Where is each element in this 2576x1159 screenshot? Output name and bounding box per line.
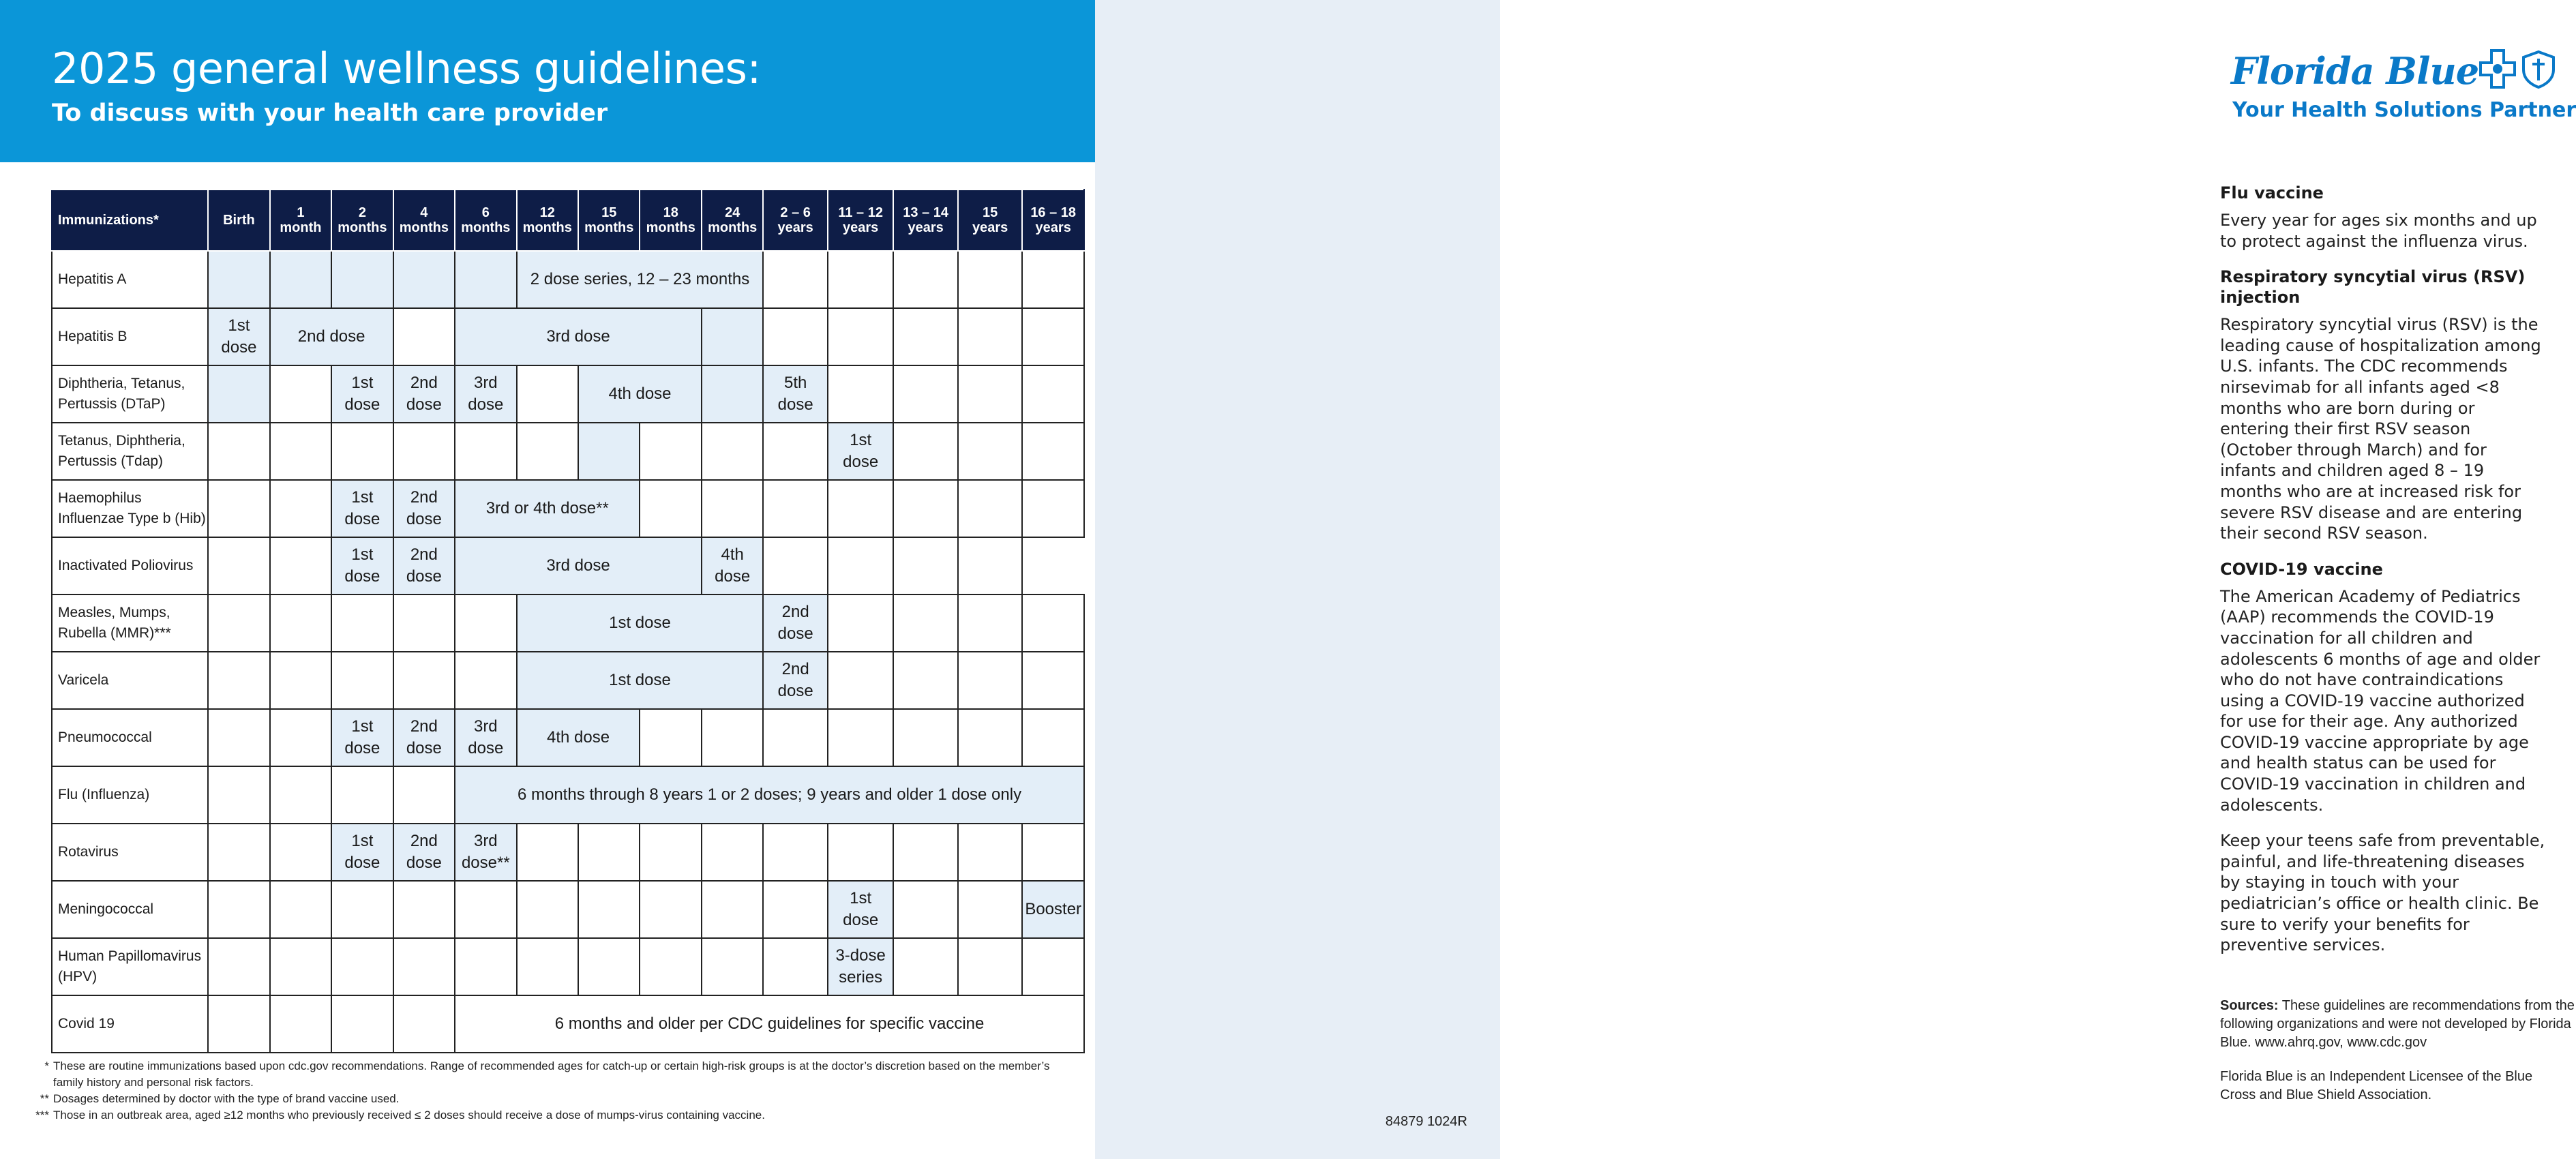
empty-cell <box>828 480 894 537</box>
schedule-cell <box>455 995 1084 1053</box>
empty-cell <box>578 881 640 938</box>
footnotes <box>25 1058 1075 1124</box>
vaccine-name-label: Covid 19 <box>58 1016 115 1032</box>
dose-label: 2nd dose <box>406 717 442 757</box>
footnote <box>25 1091 1075 1107</box>
empty-cell <box>517 365 578 423</box>
empty-cell <box>270 251 331 308</box>
empty-cell <box>763 824 827 881</box>
empty-cell <box>893 594 957 652</box>
empty-cell <box>270 995 331 1053</box>
schedule-cell <box>578 365 702 423</box>
empty-cell <box>828 824 894 881</box>
empty-cell <box>1022 938 1084 995</box>
brand-tagline: Your Health Solutions Partner <box>2232 98 2576 122</box>
empty-cell <box>208 766 269 824</box>
document-code: 84879 1024R <box>1385 1114 1467 1129</box>
vaccine-name-label: Human Papillomavirus (HPV) <box>58 948 202 984</box>
empty-cell <box>455 251 516 308</box>
empty-cell <box>640 881 701 938</box>
covid-text: The American Academy of Pediatrics (AAP) recommends the COVID-19 vaccination for all children and adolescents 6 months of age and older who do not have contraindications using a COVID-19 vaccine authorized for use for their age. Any authorized COVID-19 vaccine appropriate by age and health status can be used for COVID-19 vaccination in children and adolescents. <box>2220 586 2541 815</box>
sources-label: Sources: <box>2220 998 2279 1013</box>
empty-cell <box>455 881 516 938</box>
column-header-label: 16 – 18 years <box>1030 205 1077 235</box>
empty-cell <box>958 824 1022 881</box>
column-header-age <box>1022 190 1084 251</box>
sidebar <box>1095 0 2576 1159</box>
empty-cell <box>1022 652 1084 709</box>
dose-label: 1st dose <box>609 671 671 689</box>
dose-label: 3rd or 4th dose** <box>485 499 609 517</box>
dose-label: 3rd dose** <box>461 832 510 872</box>
column-header-label: 15 years <box>972 205 1008 235</box>
dose-label: 2nd dose <box>406 488 442 528</box>
empty-cell <box>1022 480 1084 537</box>
empty-cell <box>640 824 701 881</box>
empty-cell <box>702 881 763 938</box>
empty-cell <box>208 251 269 308</box>
vaccine-name-label: Pneumococcal <box>58 729 152 745</box>
empty-cell <box>893 824 957 881</box>
empty-cell <box>828 308 894 365</box>
schedule-cell <box>763 594 827 652</box>
vaccine-name-label: Tetanus, Diphtheria, Pertussis (Tdap) <box>58 433 185 469</box>
sources-note <box>2220 997 2575 1052</box>
schedule-cell <box>393 365 455 423</box>
schedule-cell <box>331 537 393 594</box>
empty-cell <box>1022 709 1084 766</box>
dose-label: 3rd dose <box>468 374 504 414</box>
table-body <box>52 251 1084 1053</box>
footnote-text: Dosages determined by doctor with the type of brand vaccine used. <box>53 1092 400 1105</box>
vaccine-name <box>52 365 208 423</box>
empty-cell <box>828 709 894 766</box>
empty-cell <box>455 938 516 995</box>
schedule-cell <box>828 423 894 480</box>
empty-cell <box>702 824 763 881</box>
empty-cell <box>270 881 331 938</box>
table-row <box>52 709 1084 766</box>
empty-cell <box>393 766 455 824</box>
schedule-cell <box>455 480 640 537</box>
empty-cell <box>893 365 957 423</box>
schedule-cell <box>1022 881 1084 938</box>
schedule-cell <box>763 652 827 709</box>
dose-label: 4th dose <box>608 385 672 403</box>
empty-cell <box>958 881 1022 938</box>
empty-cell <box>763 480 827 537</box>
empty-cell <box>331 995 393 1053</box>
schedule-cell <box>828 881 894 938</box>
schedule-cell <box>763 365 827 423</box>
empty-cell <box>763 537 827 594</box>
empty-cell <box>958 709 1022 766</box>
dose-label: 2nd dose <box>297 327 365 346</box>
footnote-text: Those in an outbreak area, aged ≥12 months who previously received ≤ 2 doses should receive a dose of mumps-virus containing vaccine. <box>53 1109 765 1122</box>
teens-text: Keep your teens safe from preventable, painful, and life-threatening diseases by staying in touch with your pediatrician’s office or health clinic. Be sure to verify your benefits for preventive services. <box>2220 831 2545 955</box>
schedule-cell <box>331 480 393 537</box>
empty-cell <box>828 652 894 709</box>
empty-cell <box>958 938 1022 995</box>
schedule-cell <box>702 537 763 594</box>
empty-cell <box>763 251 827 308</box>
vaccine-name <box>52 938 208 995</box>
table-row <box>52 652 1084 709</box>
dose-label: 1st dose <box>344 832 380 872</box>
empty-cell <box>331 652 393 709</box>
schedule-cell <box>455 766 1084 824</box>
column-header-age <box>958 190 1022 251</box>
column-header-age <box>702 190 763 251</box>
empty-cell <box>893 251 957 308</box>
schedule-cell <box>393 709 455 766</box>
footnote <box>25 1058 1075 1091</box>
empty-cell <box>1022 308 1084 365</box>
empty-cell <box>893 423 957 480</box>
table-row <box>52 824 1084 881</box>
table-row <box>52 995 1084 1053</box>
empty-cell <box>270 365 331 423</box>
schedule-cell <box>455 824 516 881</box>
empty-cell <box>640 423 701 480</box>
column-header-age <box>517 190 578 251</box>
column-header-age <box>455 190 516 251</box>
dose-label: 1st dose <box>344 717 380 757</box>
empty-cell <box>331 594 393 652</box>
rsv-heading: Respiratory syncytial virus (RSV) injection <box>2220 267 2526 307</box>
column-header-label: 2 months <box>338 205 387 235</box>
empty-cell <box>702 938 763 995</box>
vaccine-name-label: Hepatitis A <box>58 271 127 287</box>
column-header-age <box>640 190 701 251</box>
empty-cell <box>763 938 827 995</box>
vaccine-name <box>52 251 208 308</box>
empty-cell <box>393 308 455 365</box>
dose-label: 2nd dose <box>406 832 442 872</box>
empty-cell <box>828 594 894 652</box>
empty-cell <box>958 365 1022 423</box>
empty-cell <box>893 709 957 766</box>
column-header-age <box>578 190 640 251</box>
schedule-cell <box>517 594 764 652</box>
empty-cell <box>1022 594 1084 652</box>
schedule-cell <box>393 480 455 537</box>
blue-cross-icon <box>2479 49 2516 89</box>
page-subtitle: To discuss with your health care provider <box>52 100 608 127</box>
vaccine-name <box>52 537 208 594</box>
empty-cell <box>578 824 640 881</box>
schedule-cell <box>208 308 269 365</box>
empty-cell <box>1022 365 1084 423</box>
empty-cell <box>1022 824 1084 881</box>
column-header-age <box>393 190 455 251</box>
schedule-cell <box>828 938 894 995</box>
empty-cell <box>763 423 827 480</box>
schedule-cell <box>270 308 393 365</box>
vaccine-name-label: Hepatitis B <box>58 329 128 344</box>
vaccine-name-label: Inactivated Poliovirus <box>58 558 194 573</box>
column-header-label: 6 months <box>461 205 511 235</box>
empty-cell <box>270 480 331 537</box>
empty-cell <box>208 881 269 938</box>
dose-label: 1st dose <box>221 316 257 357</box>
schedule-cell <box>455 308 702 365</box>
empty-cell <box>393 881 455 938</box>
rsv-text: Respiratory syncytial virus (RSV) is the leading cause of hospitalization among U.S. infants. The CDC recommends nirsevimab for all infants aged <8 months who are born during or entering their first RSV season (October through March) and for infants and children aged 8 – 19 months who are at increased risk for severe RSV disease and are entering their second RSV season. <box>2220 315 2541 543</box>
empty-cell <box>270 938 331 995</box>
empty-cell <box>208 995 269 1053</box>
empty-cell <box>517 938 578 995</box>
empty-cell <box>393 423 455 480</box>
column-header-immunizations <box>52 190 208 251</box>
vaccine-name <box>52 766 208 824</box>
vaccine-name <box>52 824 208 881</box>
empty-cell <box>208 938 269 995</box>
empty-cell <box>640 938 701 995</box>
footnote <box>25 1107 1075 1124</box>
brand-name: Florida Blue <box>2231 49 2479 93</box>
empty-cell <box>958 537 1022 594</box>
sources-text: These guidelines are recommendations from the following organizations and were not developed by Florida Blue. www.ahrq.gov, www.cdc.gov <box>2220 998 2575 1050</box>
empty-cell <box>270 594 331 652</box>
column-header-label: Immunizations* <box>58 213 159 228</box>
dose-label: 2nd dose <box>406 374 442 414</box>
schedule-cell <box>393 537 455 594</box>
dose-label: 1st dose <box>344 488 380 528</box>
column-header-age <box>270 190 331 251</box>
dose-label: 1st dose <box>344 374 380 414</box>
schedule-cell <box>331 709 393 766</box>
sidebar-content <box>2220 183 2547 971</box>
empty-cell <box>702 480 763 537</box>
flu-heading: Flu vaccine <box>2220 183 2324 202</box>
empty-cell <box>393 251 455 308</box>
empty-cell <box>208 537 269 594</box>
dose-label: 3rd dose <box>468 717 504 757</box>
vaccine-name-label: Flu (Influenza) <box>58 787 150 802</box>
dose-label: 4th dose <box>715 545 751 586</box>
empty-cell <box>393 652 455 709</box>
empty-cell <box>1022 251 1084 308</box>
empty-cell <box>393 938 455 995</box>
schedule-cell <box>455 709 516 766</box>
dose-label: 5th dose <box>777 374 813 414</box>
empty-cell <box>208 365 269 423</box>
immunization-table <box>51 189 1085 1053</box>
vaccine-name-label: Diphtheria, Tetanus, Pertussis (DTaP) <box>58 376 185 412</box>
table-header <box>52 190 1084 251</box>
empty-cell <box>958 652 1022 709</box>
table-row <box>52 251 1084 308</box>
schedule-cell <box>331 365 393 423</box>
empty-cell <box>763 308 827 365</box>
empty-cell <box>640 709 701 766</box>
column-header-label: 24 months <box>708 205 758 235</box>
licensee-note: Florida Blue is an Independent Licensee of the Blue Cross and Blue Shield Association. <box>2220 1069 2533 1102</box>
column-header-age <box>893 190 957 251</box>
empty-cell <box>763 881 827 938</box>
empty-cell <box>517 824 578 881</box>
vaccine-name <box>52 709 208 766</box>
empty-cell <box>1022 423 1084 480</box>
empty-cell <box>393 594 455 652</box>
vaccine-name-label: Haemophilus Influenzae Type b (Hib) <box>58 490 206 526</box>
column-header-age <box>208 190 269 251</box>
vaccine-name <box>52 423 208 480</box>
empty-cell <box>893 652 957 709</box>
empty-cell <box>640 480 701 537</box>
footnote-mark: * <box>44 1059 49 1072</box>
empty-cell <box>893 881 957 938</box>
footnote-text: These are routine immunizations based upon cdc.gov recommendations. Range of recommended ages for catch-up or certain high-risk groups is at the doctor’s discretion based on the member’s family history and personal risk factors. <box>53 1059 1050 1089</box>
dose-label: 1st dose <box>843 889 879 929</box>
table-row <box>52 365 1084 423</box>
empty-cell <box>270 709 331 766</box>
schedule-cell <box>331 824 393 881</box>
blue-shield-icon <box>2521 50 2556 89</box>
empty-cell <box>208 423 269 480</box>
table-row <box>52 594 1084 652</box>
empty-cell <box>702 423 763 480</box>
column-header-label: 12 months <box>522 205 572 235</box>
empty-cell <box>455 423 516 480</box>
empty-cell <box>331 938 393 995</box>
empty-cell <box>208 709 269 766</box>
empty-cell <box>270 652 331 709</box>
vaccine-name <box>52 594 208 652</box>
dose-label: 6 months and older per CDC guidelines for specific vaccine <box>554 1014 985 1033</box>
empty-cell <box>893 480 957 537</box>
dose-label: 2nd dose <box>406 545 442 586</box>
table-row <box>52 480 1084 537</box>
table-row <box>52 308 1084 365</box>
schedule-cell <box>455 365 516 423</box>
dose-label: 6 months through 8 years 1 or 2 doses; 9 years and older 1 dose only <box>517 785 1022 804</box>
table-row <box>52 423 1084 480</box>
empty-cell <box>702 365 763 423</box>
dose-label: Booster <box>1025 900 1082 918</box>
empty-cell <box>958 308 1022 365</box>
empty-cell <box>893 537 957 594</box>
column-header-label: 11 – 12 years <box>838 205 883 235</box>
empty-cell <box>270 766 331 824</box>
schedule-cell <box>393 824 455 881</box>
dose-label: 2 dose series, 12 – 23 months <box>530 270 750 288</box>
dose-label: 1st dose <box>843 431 879 471</box>
table-row <box>52 766 1084 824</box>
column-header-label: 15 months <box>584 205 634 235</box>
empty-cell <box>893 938 957 995</box>
footnote-mark: ** <box>40 1092 49 1105</box>
empty-cell <box>828 537 894 594</box>
vaccine-name <box>52 308 208 365</box>
schedule-cell <box>517 652 764 709</box>
vaccine-name-label: Measles, Mumps, Rubella (MMR)*** <box>58 605 171 641</box>
dose-label: 4th dose <box>546 728 610 747</box>
schedule-cell <box>455 537 702 594</box>
column-header-age <box>763 190 827 251</box>
dose-label: 3rd dose <box>546 556 610 575</box>
empty-cell <box>578 938 640 995</box>
empty-cell <box>208 824 269 881</box>
vaccine-name <box>52 995 208 1053</box>
schedule-cell <box>517 709 640 766</box>
vaccine-name-label: Meningococcal <box>58 901 154 917</box>
empty-cell <box>393 995 455 1053</box>
table-row <box>52 881 1084 938</box>
empty-cell <box>331 766 393 824</box>
vaccine-name-label: Rotavirus <box>58 844 119 860</box>
dose-label: 1st dose <box>344 545 380 586</box>
schedule-cell <box>517 251 764 308</box>
empty-cell <box>270 423 331 480</box>
empty-cell <box>893 308 957 365</box>
empty-cell <box>270 824 331 881</box>
empty-cell <box>958 251 1022 308</box>
empty-cell <box>208 480 269 537</box>
dose-label: 2nd dose <box>777 603 813 643</box>
column-header-age <box>828 190 894 251</box>
empty-cell <box>517 881 578 938</box>
dose-label: 3-dose series <box>835 946 886 987</box>
column-header-label: Birth <box>223 213 255 228</box>
empty-cell <box>331 423 393 480</box>
table-row <box>52 938 1084 995</box>
empty-cell <box>958 480 1022 537</box>
flu-text: Every year for ages six months and up to protect against the influenza virus. <box>2220 211 2537 251</box>
empty-cell <box>958 594 1022 652</box>
vaccine-name <box>52 881 208 938</box>
empty-cell <box>517 423 578 480</box>
empty-cell <box>331 881 393 938</box>
empty-cell <box>702 308 763 365</box>
column-header-label: 1 month <box>280 205 322 235</box>
empty-cell <box>702 709 763 766</box>
empty-cell <box>331 251 393 308</box>
column-header-label: 13 – 14 years <box>903 205 949 235</box>
header-band <box>0 0 1095 162</box>
column-header-age <box>331 190 393 251</box>
empty-cell <box>578 423 640 480</box>
column-header-label: 2 – 6 years <box>777 205 813 235</box>
vaccine-name-label: Varicela <box>58 672 109 688</box>
vaccine-name <box>52 480 208 537</box>
empty-cell <box>208 594 269 652</box>
dose-label: 1st dose <box>609 614 671 632</box>
table-row <box>52 537 1084 594</box>
vaccine-name <box>52 652 208 709</box>
empty-cell <box>828 365 894 423</box>
empty-cell <box>455 652 516 709</box>
column-header-label: 18 months <box>646 205 695 235</box>
empty-cell <box>270 537 331 594</box>
empty-cell <box>208 652 269 709</box>
empty-cell <box>455 594 516 652</box>
dose-label: 2nd dose <box>777 660 813 700</box>
empty-cell <box>828 251 894 308</box>
footnote-mark: *** <box>35 1109 49 1122</box>
page-title: 2025 general wellness guidelines: <box>52 44 761 93</box>
covid-heading: COVID-19 vaccine <box>2220 559 2383 579</box>
dose-label: 3rd dose <box>546 327 610 346</box>
empty-cell <box>958 423 1022 480</box>
column-header-label: 4 months <box>399 205 449 235</box>
empty-cell <box>763 709 827 766</box>
